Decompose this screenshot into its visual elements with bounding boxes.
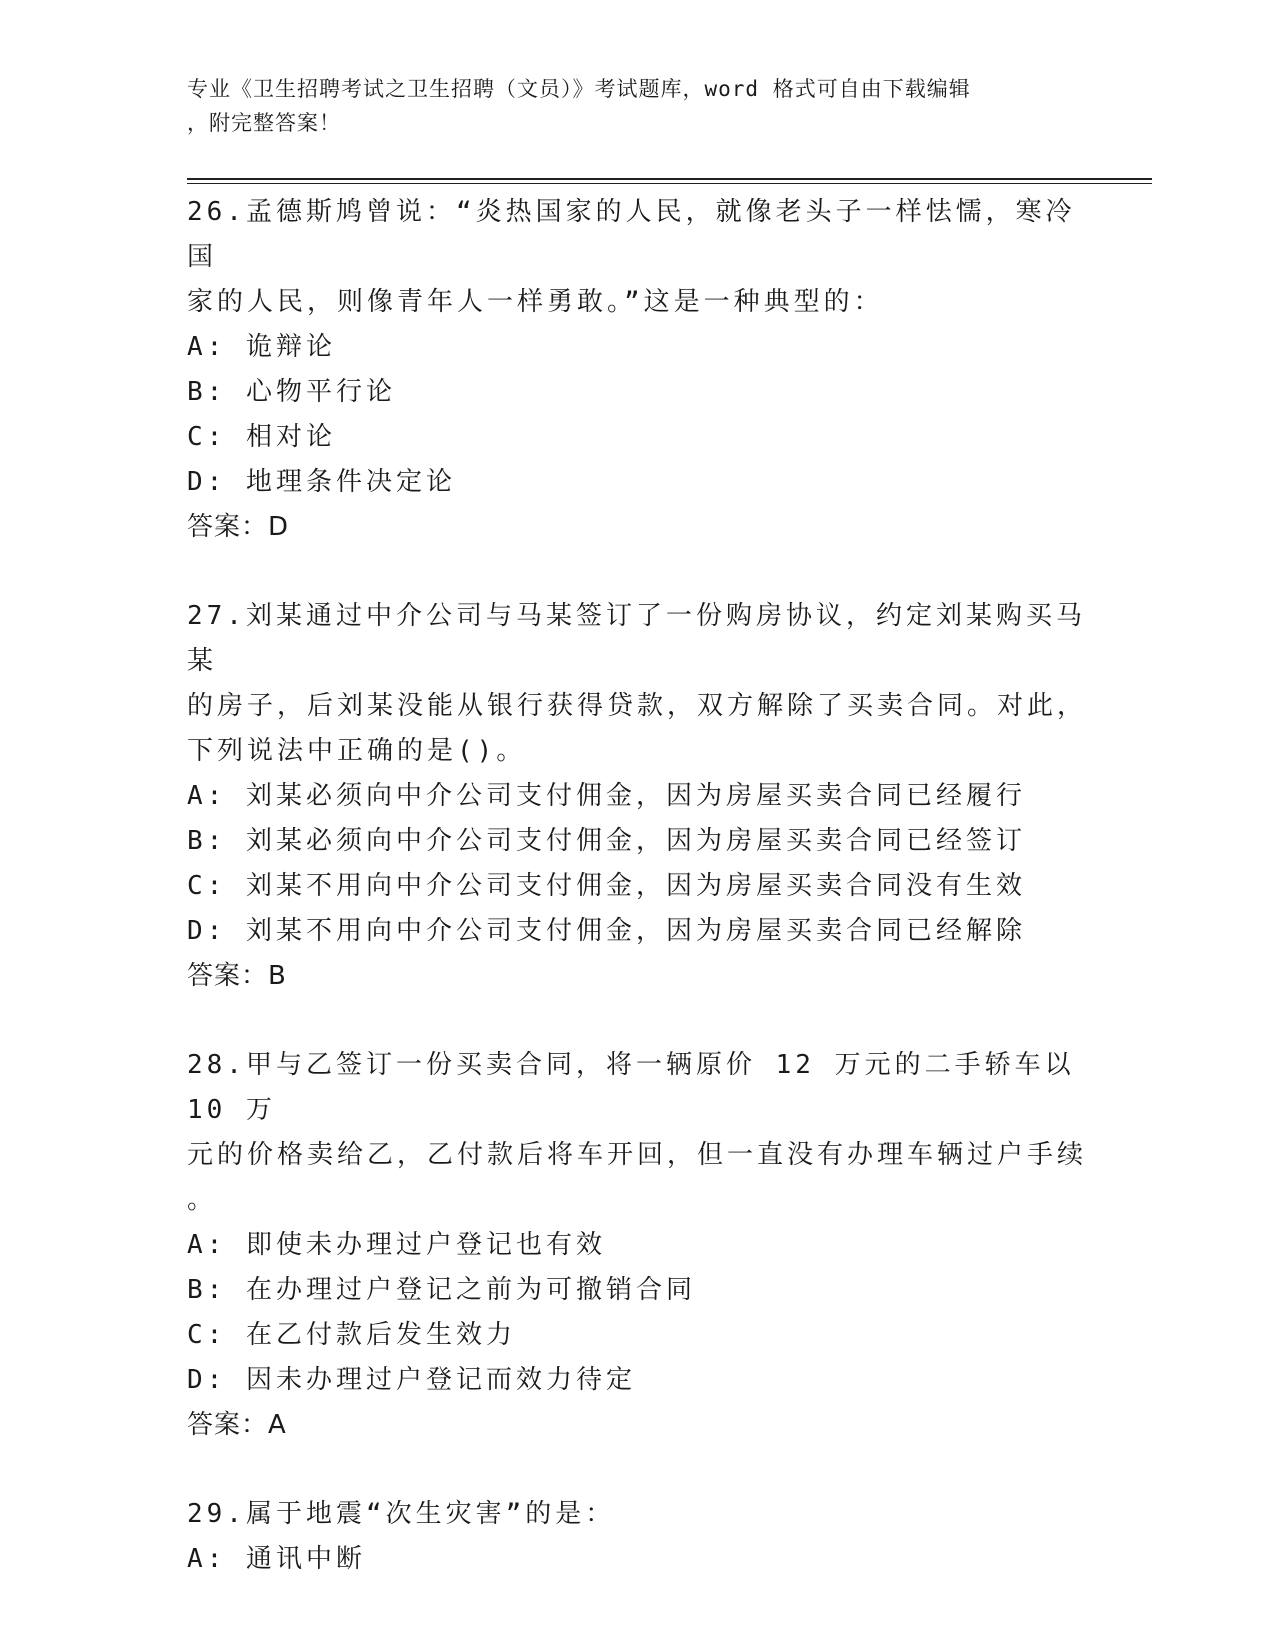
header-line: 专业《卫生招聘考试之卫生招聘（文员）》考试题库，word 格式可自由下载编辑 <box>187 77 971 101</box>
option-b: B: 刘某必须向中介公司支付佣金，因为房屋买卖合同已经签订 <box>187 826 1026 856</box>
option-c: C: 在乙付款后发生效力 <box>187 1320 516 1350</box>
question-27 <box>187 594 1087 999</box>
question-stem-line: 的房子，后刘某没能从银行获得贷款，双方解除了买卖合同。对此， <box>187 691 1088 721</box>
question-stem-line: 28.甲与乙签订一份买卖合同，将一辆原价 12 万元的二手轿车以 10 万 <box>187 1050 1095 1125</box>
option-c: C: 刘某不用向中介公司支付佣金，因为房屋买卖合同没有生效 <box>187 871 1026 901</box>
question-stem-line: 元的价格卖给乙，乙付款后将车开回，但一直没有办理车辆过户手续 <box>187 1140 1088 1170</box>
question-26 <box>187 190 1087 550</box>
document-header <box>187 72 1067 140</box>
option-a: A: 刘某必须向中介公司支付佣金，因为房屋买卖合同已经履行 <box>187 781 1026 811</box>
header-divider <box>187 178 1152 184</box>
option-b: B: 心物平行论 <box>187 377 396 407</box>
question-stem-line: 下列说法中正确的是()。 <box>187 736 527 766</box>
question-stem-line: 27.刘某通过中介公司与马某签订了一份购房协议，约定刘某购买马某 <box>187 601 1086 676</box>
option-b: B: 在办理过户登记之前为可撤销合同 <box>187 1275 696 1305</box>
option-a: A: 诡辩论 <box>187 332 336 362</box>
option-d: D: 因未办理过户登记而效力待定 <box>187 1365 636 1395</box>
question-stem-line: 26.孟德斯鸠曾说：“炎热国家的人民，就像老头子一样怯懦，寒冷国 <box>187 197 1076 272</box>
option-c: C: 相对论 <box>187 422 336 452</box>
option-d: D: 刘某不用向中介公司支付佣金，因为房屋买卖合同已经解除 <box>187 916 1026 946</box>
header-line: ，附完整答案！ <box>187 111 341 135</box>
option-d: D: 地理条件决定论 <box>187 467 456 497</box>
option-a: A: 即使未办理过户登记也有效 <box>187 1230 606 1260</box>
answer-line: 答案：B <box>187 961 287 991</box>
question-stem-line: 29.属于地震“次生灾害”的是： <box>187 1499 616 1529</box>
question-28 <box>187 1043 1095 1448</box>
question-list <box>187 190 1095 1626</box>
option-a: A: 通讯中断 <box>187 1544 366 1574</box>
answer-line: 答案：A <box>187 1410 287 1440</box>
question-stem-line: 。 <box>187 1185 218 1215</box>
question-stem-line: 家的人民，则像青年人一样勇敢。”这是一种典型的： <box>187 287 884 317</box>
answer-line: 答案：D <box>187 512 290 542</box>
question-29 <box>187 1492 1087 1582</box>
